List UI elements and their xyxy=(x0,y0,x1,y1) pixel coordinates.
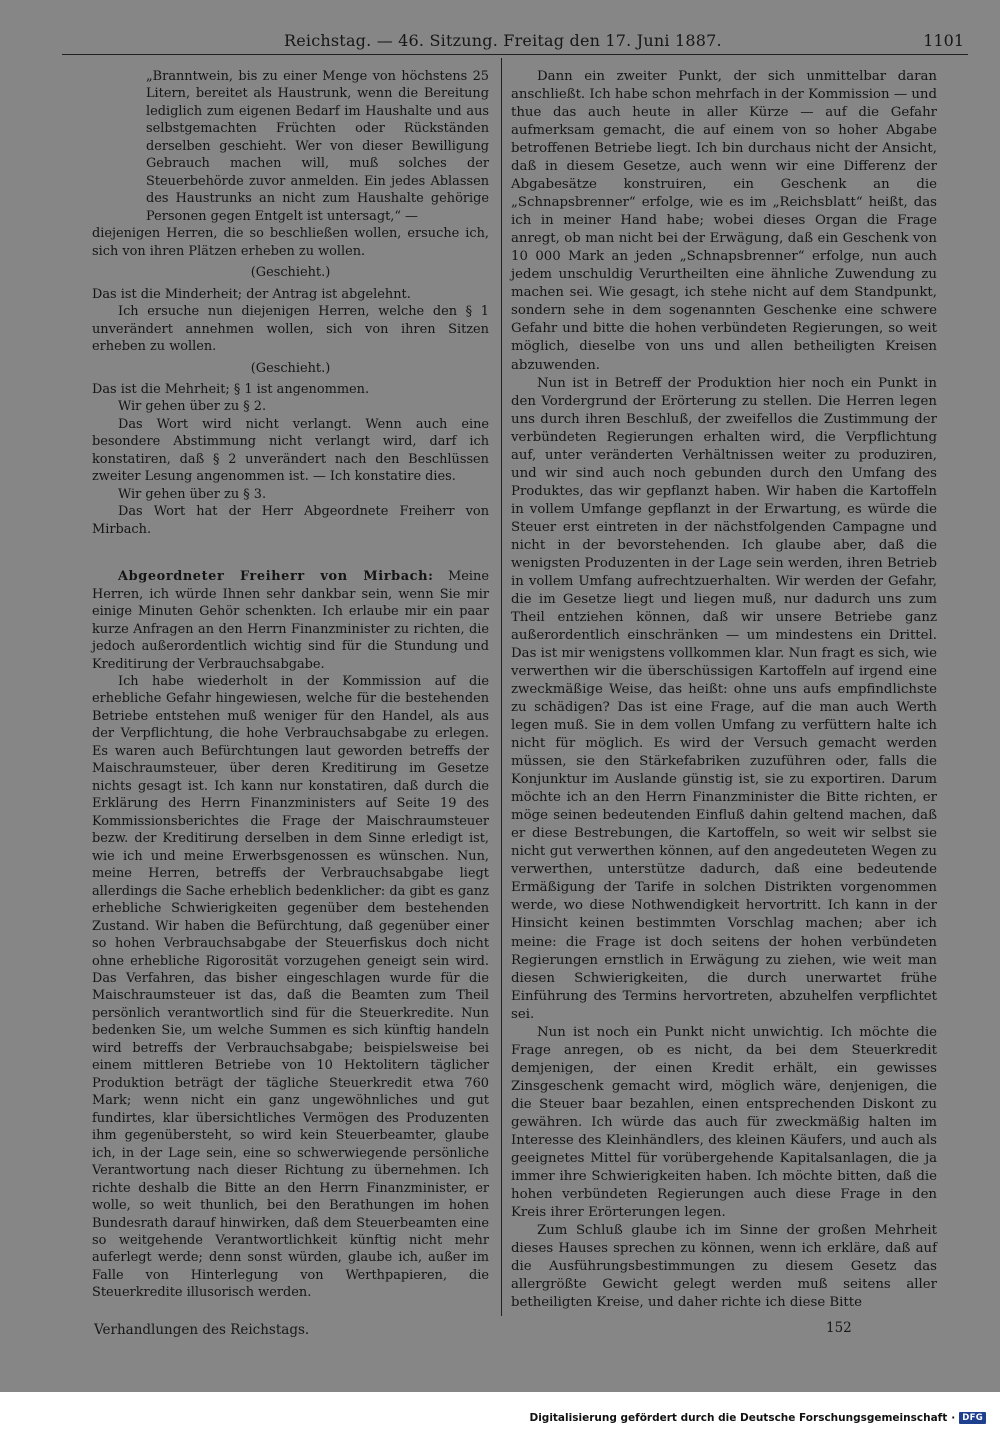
speaker-name: Abgeordneter Freiherr von Mirbach: xyxy=(118,569,434,585)
paragraph: Das ist die Minderheit; der Antrag ist abgelehnt. xyxy=(92,286,411,302)
paragraph: Dann ein zweiter Punkt, der sich unmittelbar daran anschließt. Ich habe schon mehrfach in der Kommission — und thue das auch heute in aller Kürze — auf die Gefahr aufmerksam gemacht, die auf einem von so hoher Abgabe betroffenen Betriebe liegt. Ich bin durchaus nicht der Ansicht, daß in diesem Gesetze, auch wenn wir eine Differenz der Abgabesätze konstruiren, ein Geschenk an die „Schnapsbrenner“ erfolge, wie es im „Reichsblatt“ heißt, das ich in meiner Hand habe; wobei dieses Organ die Frage anregt, ob man nicht bei der Erwägung, daß ein Geschenk von 10 000 Mark an jeden „Schnapsbrenner“ erfolge, nun auch jedem unschuldig Verurtheilten eine ähnliche Zuwendung zu machen sei. Wie gesagt, ich stehe nicht auf dem Standpunkt, sondern sehe in dem sogenannten Geschenke eine schwere Gefahr und bitte die hohen verbündeten Regierungen, so weit möglich, dieselbe von uns und allen betheiligten Kreisen abzuwenden. xyxy=(511,69,938,373)
paragraph: Wir gehen über zu § 3. xyxy=(118,486,267,502)
digitization-credit xyxy=(529,1410,986,1426)
paragraph: Nun ist in Betreff der Produktion hier noch ein Punkt in den Vordergrund der Erörterung zu stellen. Die Herren legen uns durch ihren Beschluß, der zweifellos die Zustimmung der verbündeten Regierungen erhalten wird, die Verpflichtung auf, unter veränderten Verhältnissen weiter zu produziren, und wir sind auch noch gebunden durch den Umfang des Produktes, das wir gepflanzt haben. Wir haben die Kartoffeln in vollem Umfange gepflanzt in der Erwartung, es würde die Steuer erst eintreten in der nächstfolgenden Campagne und nicht in der bevorstehenden. Ich glaube aber, daß die wenigsten Produzenten in der Lage sein werden, ihren Betrieb in vollem Umfang aufrechtzuerhalten. Wir werden der Gefahr, die im Gesetze liegt und liegen muß, nur dadurch uns zum Theil entziehen können, daß wir unsere Betriebe ganz außerordentlich einschränken — um mindestens ein Drittel. Das ist mir wenigstens vollkommen klar. Nun fragt es sich, wie verwerthen wir die überschüssigen Kartoffeln auf irgend eine zweckmäßige Weise, das heißt: ohne uns aufs empfindlichste zu schädigen? Das ist eine Frage, auf die man auch Werth legen muß. Sie in dem vollen Umfang zu verfüttern halte ich nicht für möglich. Es wird der Versuch gemacht werden müssen, sie den Stärkefabriken zuzuführen oder, falls die Konjunktur im Auslande günstig ist, sie zu exportiren. Darum möchte ich an den Herrn Finanzminister die Bitte richten, er möge seinen bedeutenden Einfluß dahin geltend machen, daß er diese Bestrebungen, die Kartoffeln, so weit wir selbst sie nicht gut verwerthen können, auf den angedeuteten Wegen zu verwerthen, unterstütze dadurch, daß eine bedeutende Ermäßigung der Tarife in solchen Distrikten vorgenommen werde, wo diese Nothwendigkeit hervortritt. Ich kann in der Hinsicht keinen bestimmten Vorschlag machen; aber ich meine: die Frage ist doch seitens der hohen verbündeten Regierungen ernstlich in Erwägung zu ziehen, wie weit man diesen Schwierigkeiten, die durch unerwartet frühe Einführung des Termins hervortreten, abzuhelfen verpflichtet sei. xyxy=(511,375,937,1022)
right-column xyxy=(511,68,937,1312)
header-title: Reichstag. — 46. Sitzung. Freitag den 17. Juni 1887. xyxy=(284,31,722,50)
left-column xyxy=(92,68,489,1302)
paragraph: Ich habe wiederholt in der Kommission auf die erhebliche Gefahr hingewiesen, welche für die bestehenden Betriebe entstehen muß weniger für den Handel, als aus der Verpflichtung, die hohe Verbrauchsabgabe zu erlegen. Es waren auch Befürchtungen laut geworden betreffs der Maischraumsteuer, über deren Kreditirung im Gesetze nichts gesagt ist. Ich kann nur konstatiren, daß durch die Erklärung des Herrn Finanzministers auf Seite 19 des Kommissionsberichtes die Frage der Maischraumsteuer bezw. der Kreditirung derselben in dem Sinne erledigt ist, wie ich und meine Erwerbsgenossen es wünschen. Nun, meine Herren, betreffs der Verbrauchsabgabe liegt allerdings die Sache erheblich bedenklicher: da gibt es ganz erhebliche Schwierigkeiten gegenüber dem bestehenden Zustand. Wir haben die Befürchtung, daß gegenüber einer so hohen Verbrauchsabgabe der Steuerfiskus doch nicht ohne erhebliche Rigorosität vorzugehen geneigt sein wird. Das Verfahren, das bisher eingeschlagen wurde für die Maischraumsteuer ist das, daß die Beamten zum Theil persönlich verantwortlich sind für die Steuerkredite. Nun bedenken Sie, um welche Summen es sich künftig handeln wird betreffs der Verbrauchsabgabe; beispielsweise bei einem mittleren Betriebe von 10 Hektolitern täglicher Produktion beträgt der tägliche Steuerkredit etwa 760 Mark; wenn nicht ein ganz ungewöhnliches und gut fundirtes, klar übersichtliches Vermögen des Produzenten ihm gegenübersteht, so wird kein Steuerbeamter, glaube ich, in der Lage sein, eine so schwerwiegende persönliche Verantwortung nach dieser Richtung zu übernehmen. Ich richte deshalb die Bitte an den Herrn Finanzminister, er wolle, so weit thunlich, bei den Berathungen im hohen Bundesrath darauf hinwirken, daß dem Steuerbeamten eine so weitgehende Verantwortlichkeit künftig nicht mehr auferlegt werde; denn sonst würden, glaube ich, außer im Falle von Hinterlegung von Werthpapieren, die Steuerkredite illusorisch werden. xyxy=(92,674,489,1301)
paragraph: Das Wort wird nicht verlangt. Wenn auch eine besondere Abstimmung nicht verlangt wird, darf ich konstatiren, daß § 2 unverändert nach den Beschlüssen zweiter Lesung angenommen ist. — Ich konstatire dies. xyxy=(92,416,489,485)
credit-text: Digitalisierung gefördert durch die Deutsche Forschungsgemeinschaft xyxy=(529,1412,948,1424)
dfg-logo-icon: DFG xyxy=(959,1412,986,1424)
paragraph: Wir gehen über zu § 2. xyxy=(118,399,267,415)
footer-title: Verhandlungen des Reichstags. xyxy=(94,1322,310,1338)
speaker-paragraph xyxy=(92,568,489,673)
paragraph: „Branntwein, bis zu einer Menge von höchstens 25 Litern, bereitet als Haustrunk, wenn die Bereitung lediglich zum eigenen Bedarf im Haushalte und aus selbstgemachten Früchten oder Rückständen derselben geschieht. Wer von dieser Bewilligung Gebrauch machen will, muß solches der Steuerbehörde zuvor anmelden. Ein jedes Ablassen des Haustrunks an nicht zum Haushalte gehörige Personen gegen Entgelt ist untersagt,“ — xyxy=(146,69,489,224)
paragraph: Ich ersuche nun diejenigen Herren, welche den § 1 unverändert annehmen wollen, sich von ihren Sitzen erheben zu wollen. xyxy=(92,304,489,355)
paragraph: Zum Schluß glaube ich im Sinne der großen Mehrheit dieses Hauses sprechen zu können, wenn ich erkläre, daß auf die Ausführungsbestimmungen zu diesem Gesetz das allergrößte Gewicht gelegt werden muß seitens aller betheiligten Kreise, und daher richte ich diese Bitte xyxy=(511,1223,937,1311)
speech-text: Meine Herren, ich würde Ihnen sehr dankbar sein, wenn Sie mir einige Minuten Gehör schenkten. Ich erlaube mir ein paar kurze Anfragen an den Herrn Finanzminister zu richten, die jedoch außerordentlich wichtig sind für die Stundung und Kreditirung der Verbrauchsabgabe. xyxy=(92,569,489,672)
page-header xyxy=(62,28,978,54)
paragraph: Das ist die Mehrheit; § 1 ist angenommen. xyxy=(92,381,370,397)
paragraph: Nun ist noch ein Punkt nicht unwichtig. Ich möchte die Frage anregen, ob es nicht, da bei dem Steuerkredit demjenigen, der einen Kredit erhält, ein gewisses Zinsgeschenk gemacht wird, möglich wäre, denjenigen, die die Steuer baar bezahlen, einen entsprechenden Diskont zu gewähren. Ich würde das auch für zweckmäßig halten im Interesse des Kleinhändlers, des kleinen Käufers, und auch als geeignetes Mittel für vorübergehende Kapitalsanlagen, die ja immer ihre Schwierigkeiten haben. Ich möchte bitten, daß die hohen verbündeten Regierungen auch diese Frage in den Kreis ihrer Erörterungen legen. xyxy=(511,1024,937,1220)
credit-separator: · xyxy=(951,1412,956,1424)
signature-mark: 152 xyxy=(826,1320,852,1336)
column-divider xyxy=(501,58,502,1316)
header-rule xyxy=(62,54,968,55)
page-number: 1101 xyxy=(923,31,964,50)
stage-direction: (Geschieht.) xyxy=(250,265,331,281)
stage-direction: (Geschieht.) xyxy=(250,360,331,376)
paragraph: diejenigen Herren, die so beschließen wollen, ersuche ich, sich von ihren Plätzen erheben zu wollen. xyxy=(92,226,489,259)
paragraph: Das Wort hat der Herr Abgeordnete Freiherr von Mirbach. xyxy=(92,504,489,537)
